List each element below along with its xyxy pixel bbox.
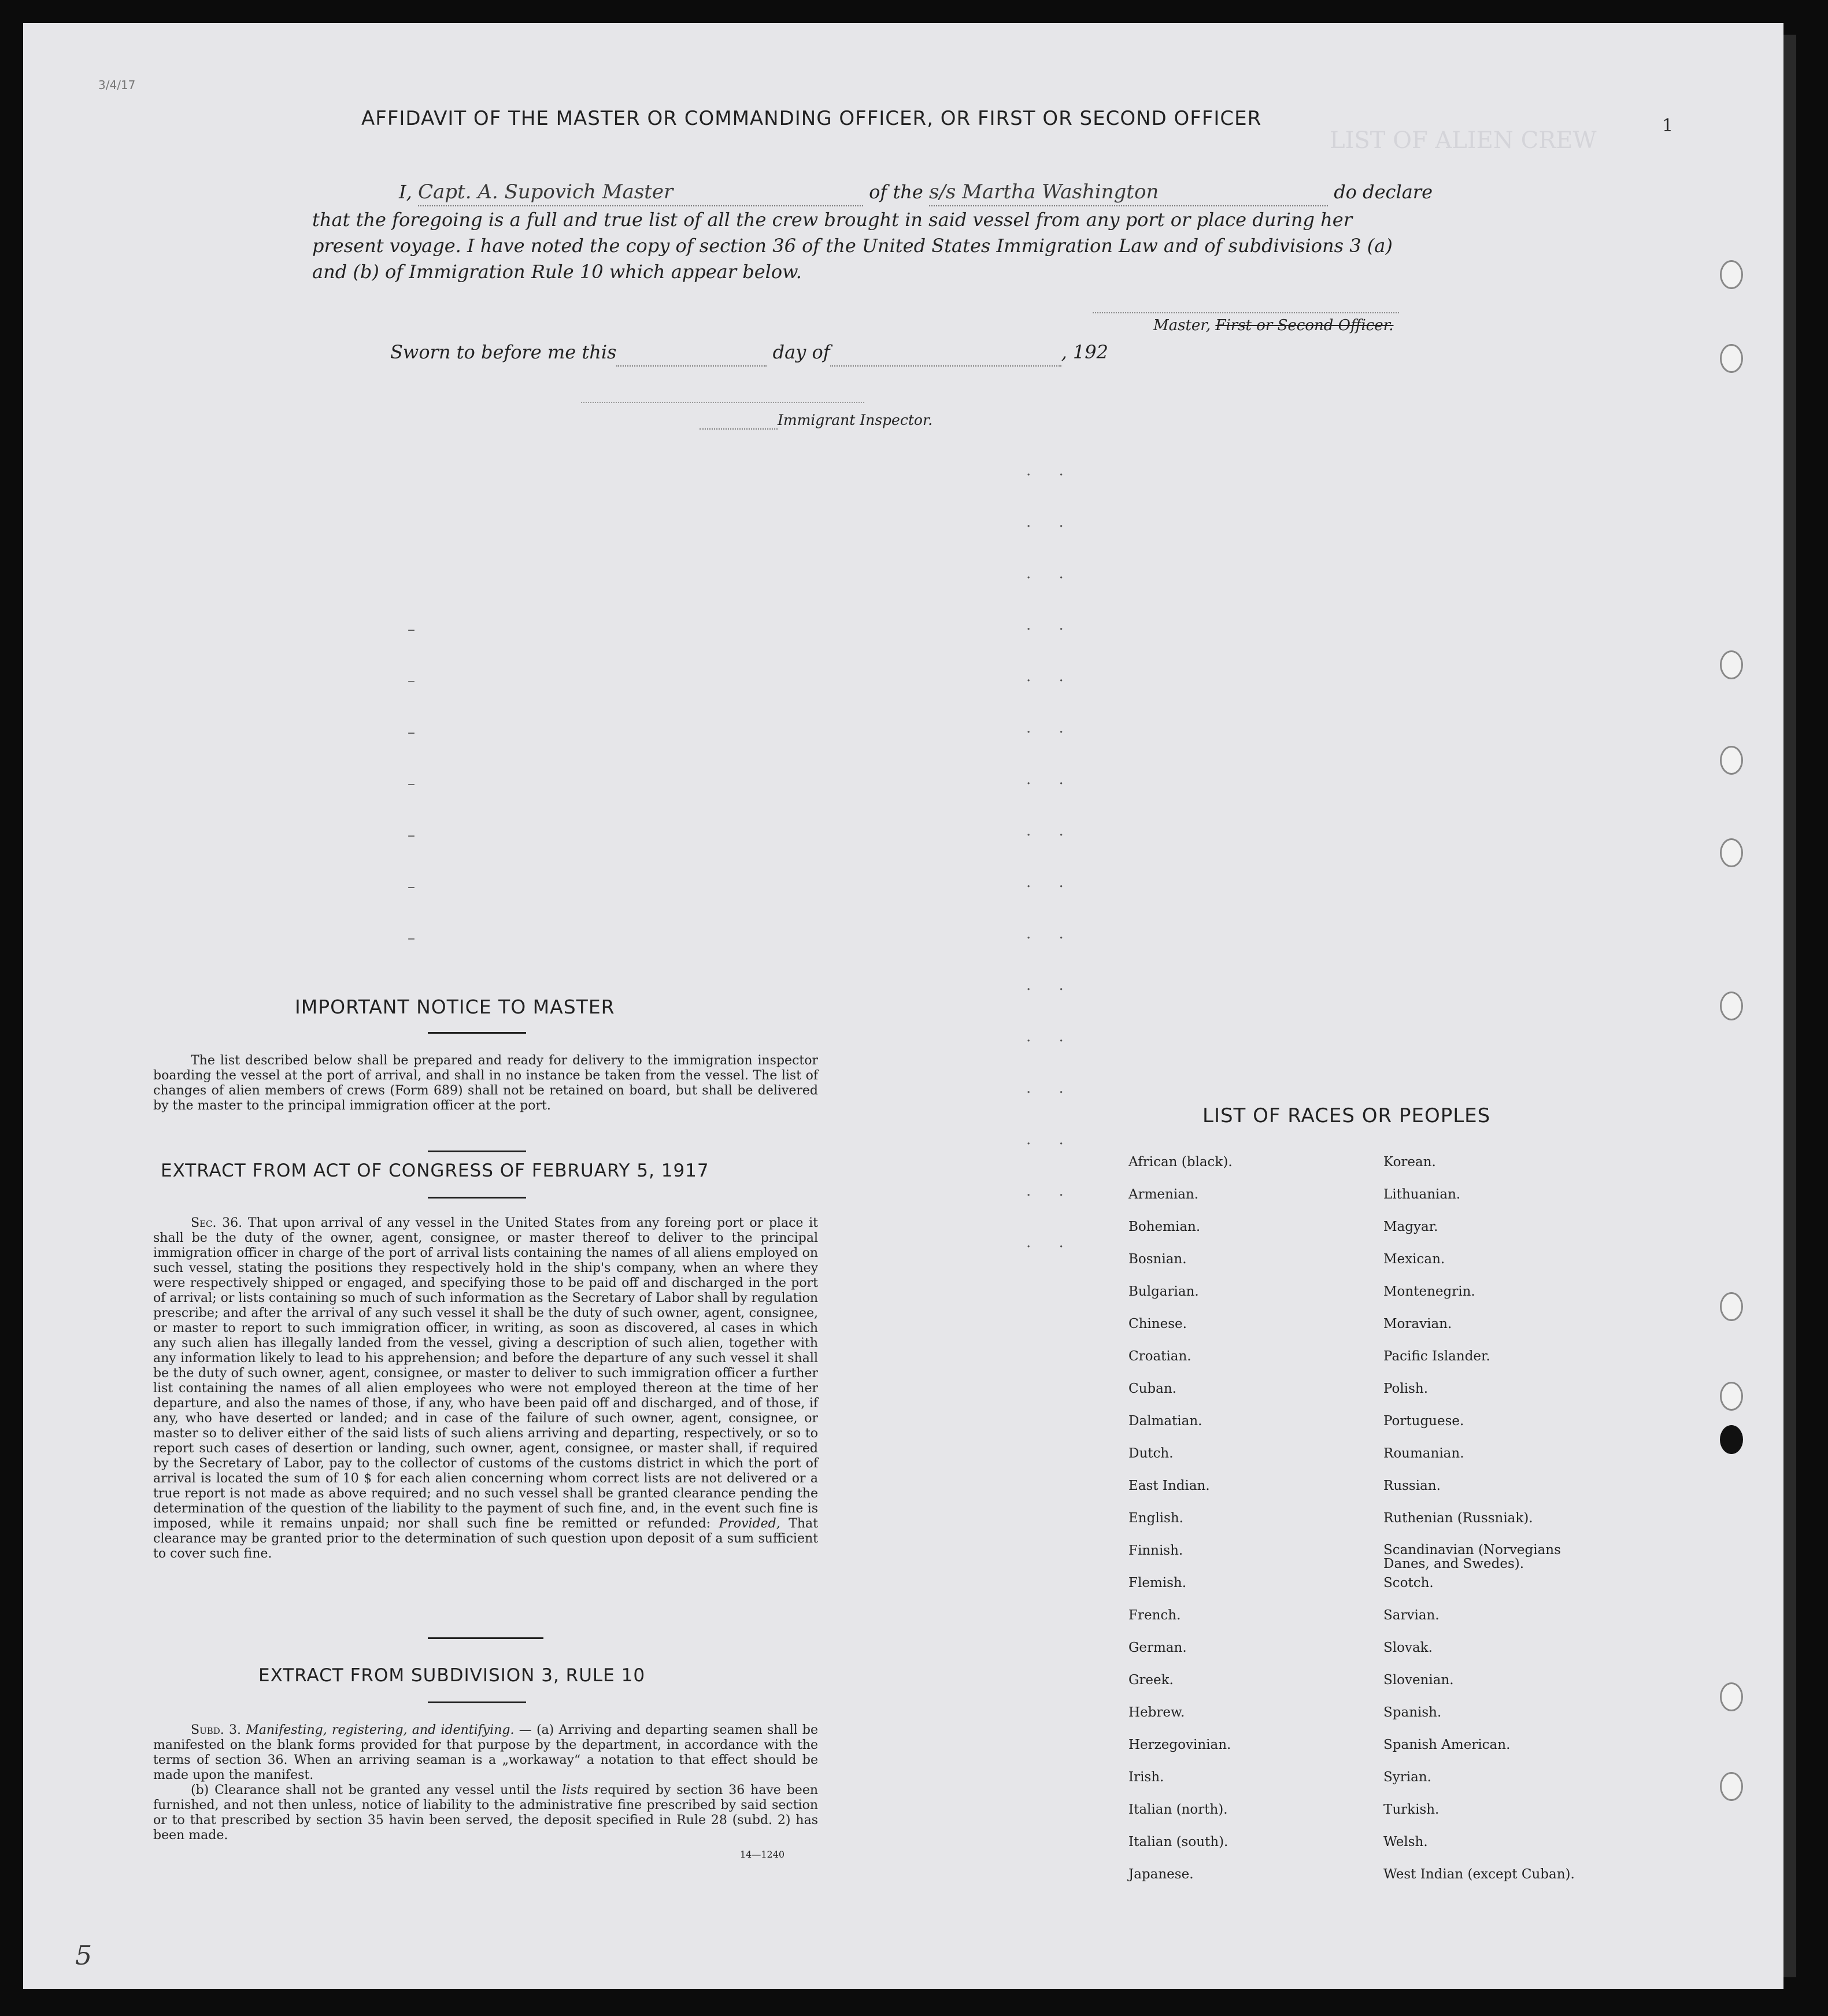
race-item: Italian (south).: [1128, 1834, 1228, 1849]
race-item: Scandinavian (Norvegians Danes, and Swedes).: [1383, 1542, 1561, 1571]
notice-end-rule: [428, 1151, 526, 1152]
punch-hole: [1720, 746, 1743, 775]
race-item: West Indian (except Cuban).: [1383, 1867, 1575, 1882]
race-item: Spanish American.: [1383, 1737, 1511, 1752]
extract-rule-subd-title: Manifesting, registering, and identifying.: [246, 1723, 515, 1737]
declarant-name-field: Capt. A. Supovich Master: [418, 179, 863, 206]
extract-act-body: [153, 1216, 818, 1562]
notice-title-rule: [428, 1032, 526, 1034]
extract-rule-para-b-prefix: (b) Clearance shall not be granted any vessel until the: [191, 1783, 557, 1797]
extract-act-rule: [428, 1197, 526, 1198]
race-item: Croatian.: [1128, 1349, 1191, 1364]
race-item: Lithuanian.: [1383, 1187, 1461, 1202]
inspector-signature-line: [581, 402, 864, 403]
race-item: Roumanian.: [1383, 1446, 1464, 1461]
race-item: Portuguese.: [1383, 1414, 1464, 1429]
punch-hole: [1720, 1425, 1743, 1454]
affidavit-line-4: and (b) of Immigration Rule 10 which appear below.: [312, 261, 802, 283]
affidavit-prefix: I,: [399, 181, 412, 203]
punch-hole: [1720, 344, 1743, 373]
affidavit-line-3: present voyage. I have noted the copy of section 36 of the United States Immigration Law and of subdivisions 3 (a): [312, 235, 1393, 257]
race-item: Greek.: [1128, 1673, 1174, 1688]
races-title: LIST OF RACES OR PEOPLES: [1202, 1104, 1491, 1127]
race-item: Magyar.: [1383, 1219, 1438, 1234]
punch-hole: [1720, 650, 1743, 679]
form-number: 14—1240: [740, 1849, 785, 1860]
race-item: Japanese.: [1128, 1867, 1194, 1882]
extract-rule-para-b-rest: required by section 36 have been furnished, and not then unless, notice of liability to the administrative fine prescribed by said section or to that prescribed by section 35 havin been served, the deposit specified in Rule 28 (subd. 2) has been made.: [153, 1783, 819, 1843]
notice-title: IMPORTANT NOTICE TO MASTER: [295, 996, 615, 1018]
document-page: [23, 23, 1783, 1989]
race-item: Syrian.: [1383, 1770, 1431, 1785]
punch-hole: [1720, 260, 1743, 289]
race-item: Finnish.: [1128, 1543, 1183, 1558]
race-item: Slovak.: [1383, 1640, 1433, 1655]
punch-hole: [1720, 1772, 1743, 1801]
signature-caption-struck: First or Second Officer.: [1215, 317, 1394, 334]
race-item: German.: [1128, 1640, 1187, 1655]
extract-rule-para-b-lists: lists: [562, 1783, 589, 1797]
affidavit-line-1: [312, 179, 1433, 206]
extract-act-text-end: That clearance may be granted prior to the determination of such question upon deposit of a sum sufficient to cover such fine.: [153, 1516, 818, 1561]
page-number: 1: [1662, 116, 1674, 136]
sworn-year: , 192: [1061, 341, 1108, 363]
race-item: Armenian.: [1128, 1187, 1199, 1202]
extract-act-sec-label: Sec. 36.: [191, 1216, 243, 1230]
race-item: Scotch.: [1383, 1575, 1434, 1590]
extract-act-title: EXTRACT FROM ACT OF CONGRESS OF FEBRUARY 5, 1917: [161, 1160, 709, 1181]
race-item: Moravian.: [1383, 1316, 1452, 1331]
ledger-dots: . . . . . . . . . . . . . . . . . . . . . . . . . . . . . . . .: [1026, 462, 1075, 1251]
race-item: Ruthenian (Russniak).: [1383, 1511, 1533, 1526]
extract-rule-para-b: [153, 1783, 818, 1843]
race-item: English.: [1128, 1511, 1183, 1526]
page-edge-shadow: [1783, 35, 1796, 1977]
affidavit-declare: do declare: [1334, 181, 1433, 203]
race-item: Dutch.: [1128, 1446, 1174, 1461]
race-item: Sarvian.: [1383, 1608, 1440, 1623]
race-item: Mexican.: [1383, 1252, 1445, 1267]
race-item: Welsh.: [1383, 1834, 1428, 1849]
sworn-date-field: [616, 339, 767, 367]
extract-act-provided: Provided,: [719, 1516, 780, 1531]
extract-rule-para-a-text: — (a) Arriving and departing seamen shall be manifested on the blank forms provided for that purpose by the department, in accordance with the terms of section 36. When an arriving seaman is a „workaway“ a notation to that effect should be made upon the manifest.: [153, 1723, 819, 1782]
affidavit-line-2: that the foregoing is a full and true list of all the crew brought in said vessel from any port or place during her: [312, 209, 1352, 231]
sworn-line: [390, 339, 1142, 367]
extract-act-end-rule: [428, 1637, 543, 1639]
notice-body: The list described below shall be prepared and ready for delivery to the immigration inspector boarding the vessel at the port of arrival, and shall in no instance be taken from the vessel. The list of changes of alien members of crews (Form 689) shall not be retained on board, but shall be delivered by the master to the principal immigration officer at the port.: [153, 1053, 818, 1113]
race-item: French.: [1128, 1608, 1181, 1623]
signature-line: [1093, 312, 1399, 313]
race-item: Chinese.: [1128, 1316, 1187, 1331]
race-item: Bulgarian.: [1128, 1284, 1199, 1299]
extract-rule-title: EXTRACT FROM SUBDIVISION 3, RULE 10: [258, 1665, 646, 1686]
inspector-caption-text: Immigrant Inspector.: [778, 412, 933, 428]
punch-hole: [1720, 1292, 1743, 1321]
race-item: Irish.: [1128, 1770, 1164, 1785]
race-item: Pacific Islander.: [1383, 1349, 1490, 1364]
race-item: Montenegrin.: [1383, 1284, 1475, 1299]
bleed-through-text: LIST OF ALIEN CREW: [1330, 127, 1597, 154]
punch-hole: [1720, 1682, 1743, 1711]
ledger-dashes: – – – – – – –: [408, 621, 415, 947]
corner-stamp: 3/4/17: [98, 78, 136, 92]
race-item: Cuban.: [1128, 1381, 1176, 1396]
vessel-name-field: s/s Martha Washington: [929, 179, 1328, 206]
race-item: Korean.: [1383, 1155, 1436, 1170]
signature-caption-master: Master,: [1153, 317, 1211, 334]
race-item: Hebrew.: [1128, 1705, 1185, 1720]
inspector-caption: [700, 412, 932, 430]
punch-hole: [1720, 992, 1743, 1020]
race-item: African (black).: [1128, 1155, 1233, 1170]
race-item: Dalmatian.: [1128, 1414, 1202, 1429]
sworn-day: day of: [772, 341, 830, 363]
extract-rule-subd-label: Subd. 3.: [191, 1723, 241, 1737]
extract-rule-rule: [428, 1701, 526, 1703]
race-item: Italian (north).: [1128, 1802, 1228, 1817]
race-item: Bohemian.: [1128, 1219, 1201, 1234]
inspector-caption-dots: [700, 412, 778, 430]
sworn-month-field: [830, 339, 1061, 367]
race-item: Turkish.: [1383, 1802, 1440, 1817]
punch-hole: [1720, 838, 1743, 867]
race-item: Flemish.: [1128, 1575, 1187, 1590]
race-item: Spanish.: [1383, 1705, 1442, 1720]
race-item: Herzegovinian.: [1128, 1737, 1231, 1752]
margin-handwritten-mark: 5: [75, 1940, 92, 1971]
race-item: Polish.: [1383, 1381, 1429, 1396]
race-item: Russian.: [1383, 1478, 1441, 1493]
race-item: East Indian.: [1128, 1478, 1210, 1493]
extract-act-text: That upon arrival of any vessel in the United States from any foreing port or place it shall be the duty of the owner, agent, consignee, or master thereof to deliver to the principal immigration officer in charge of the port of arrival lists containing the names of all aliens employed on such vessel, stating the positions they respectively hold in the ship's company, when an where they were respectively shipped or engaged, and specifying those to be paid off and discharged in the port of arrival; or lists containing so much of such information as the Secretary of Labor shall by regulation prescribe; and after the arrival of any such vessel it shall be the duty of such owner, agent, consignee, or master to report to such immigration officer, in writing, as soon as discovered, al cases in which any such alien has illegally landed from the vessel, giving a description of such alien, together with any information likely to lead to his apprehension; and before the departure of any such vessel it shall be the duty of such owner, agent, consignee, or master to deliver to such immigration officer a further list containing the names of all alien employees who were not employed thereon at the time of her departure, and also the names of those, if any, who have been paid off and discharged, and of those, if any, who have deserted or landed; and in case of the failure of such owner, agent, consignee, or master so to deliver either of the said lists of such aliens arriving and departing, respectively, or so to report such cases of desertion or landing, such owner, agent, consignee, or master shall, if required by the Secretary of Labor, pay to the collector of customs of the customs district in which the port of arrival is located the sum of 10 $ for each alien concerning whom correct lists are not delivered or a true report is not made as above required; and no such vessel shall be granted clearance pending the determination of the question of the liability to the payment of such fine, and, in the event such fine is imposed, while it remains unpaid; nor shall such fine be remitted or refunded:: [153, 1216, 818, 1531]
affidavit-of-the: of the: [869, 181, 923, 203]
punch-hole: [1720, 1382, 1743, 1411]
race-item: Slovenian.: [1383, 1673, 1454, 1688]
affidavit-heading: AFFIDAVIT OF THE MASTER OR COMMANDING OFFICER, OR FIRST OR SECOND OFFICER: [361, 107, 1262, 130]
race-item: Bosnian.: [1128, 1252, 1187, 1267]
signature-caption: [1153, 317, 1394, 334]
sworn-prefix: Sworn to before me this: [390, 341, 617, 363]
extract-rule-para-a: [153, 1723, 818, 1783]
